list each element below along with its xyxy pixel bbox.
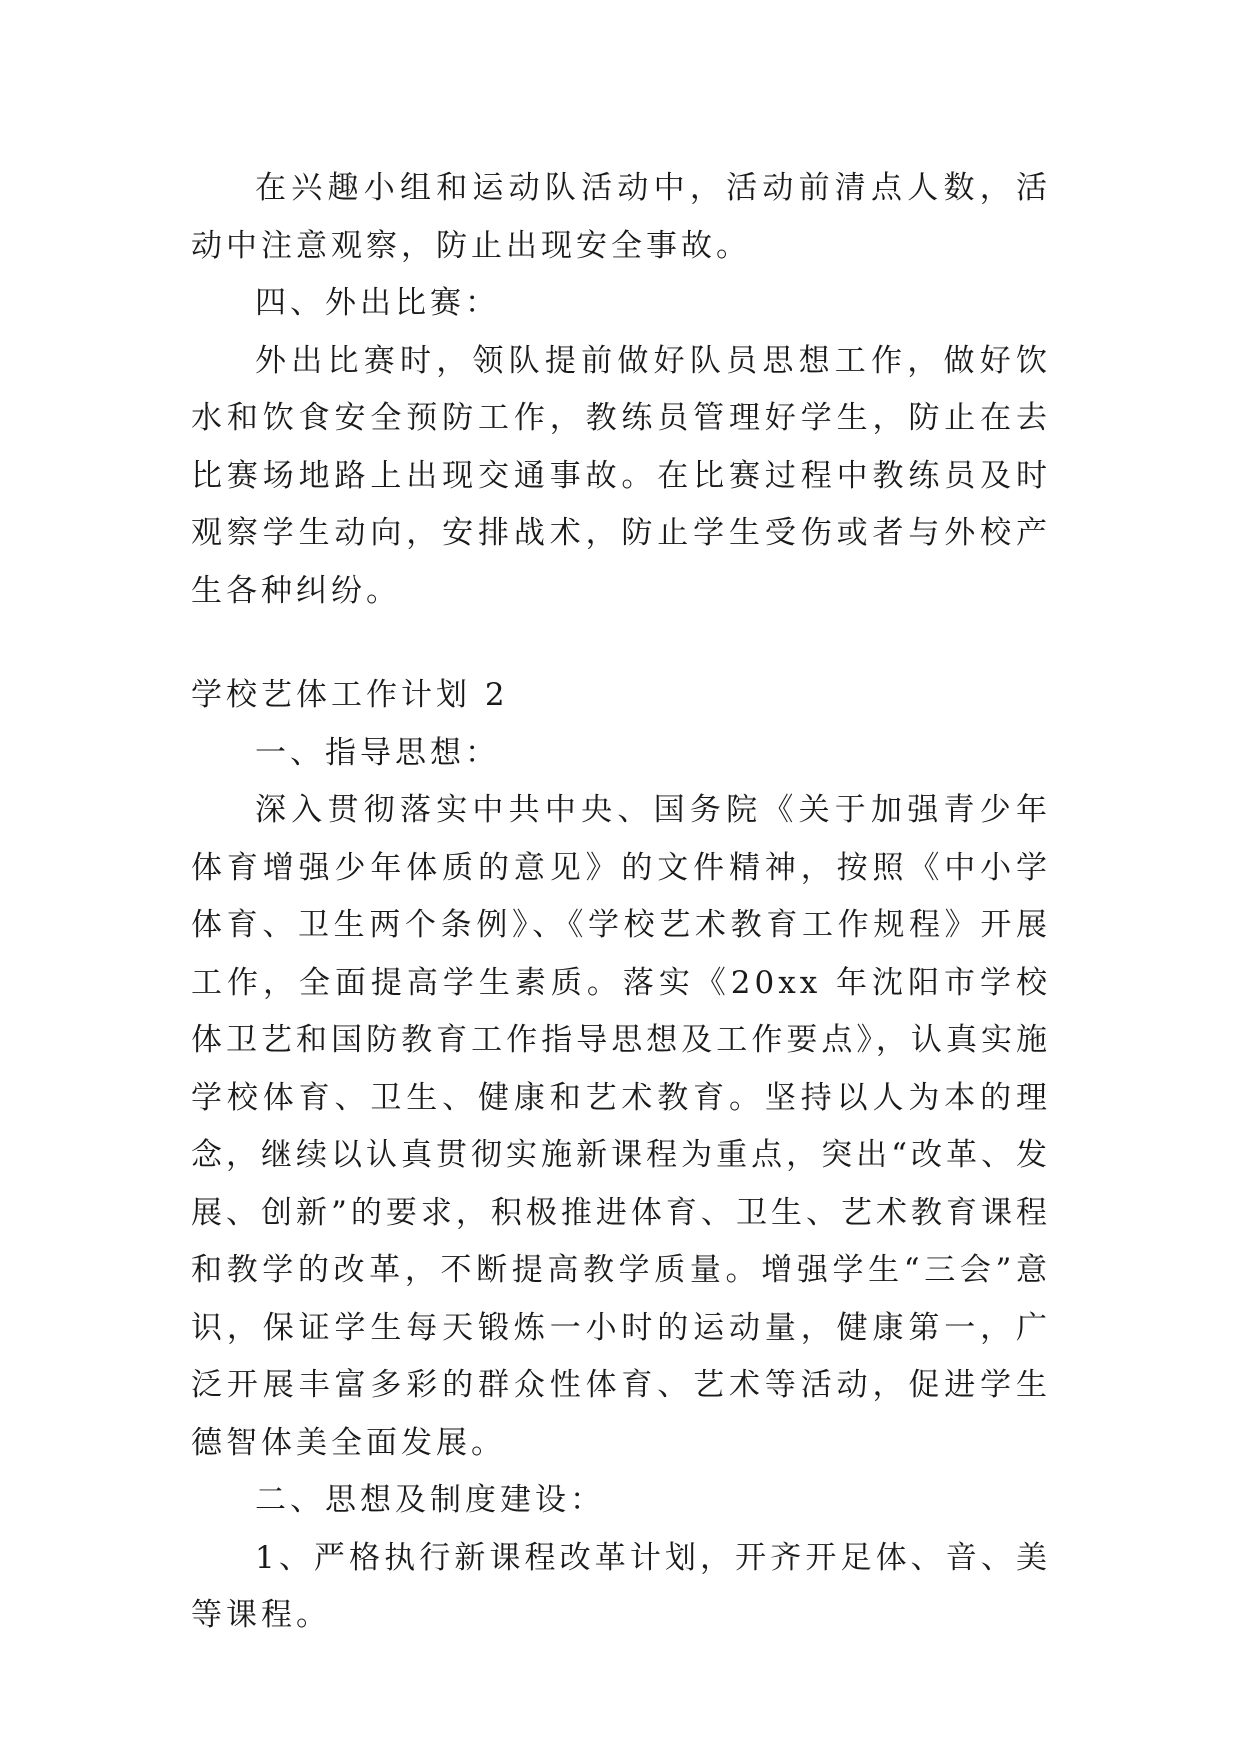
paragraph-competitions: 外出比赛时，领队提前做好队员思想工作，做好饮水和饮食安全预防工作，教练员管理好学生，防止在去比赛场地路上出现交通事故。在比赛过程中教练员及时观察学生动向，安排战术，防止学生受伤或者与外校产生各种纠纷。 — [191, 342, 1051, 609]
heading-guiding-ideology: 一、指导思想： — [255, 734, 500, 771]
paragraph-curriculum: 1、严格执行新课程改革计划，开齐开足体、音、美等课程。 — [191, 1539, 1051, 1633]
document-body — [191, 160, 1051, 1645]
paragraph-safety-activities: 在兴趣小组和运动队活动中，活动前清点人数，活动中注意观察，防止出现安全事故。 — [191, 170, 1051, 264]
heading-competitions: 四、外出比赛： — [255, 285, 500, 321]
paragraph-guiding-ideology: 深入贯彻落实中共中央、国务院《关于加强青少年体育增强少年体质的意见》的文件精神，按照《中小学体育、卫生两个条例》、《学校艺术教育工作规程》开展工作，全面提高学生素质。落实《20xx 年沈阳市学校体卫艺和国防教育工作指导思想及工作要点》，认真实施学校体育、卫生、健康和艺术教育。坚持以人为本的理念，继续以认真贯彻实施新课程为重点，突出“改革、发展、创新”的要求，积极推进体育、卫生、艺术教育课程和教学的改革，不断提高教学质量。增强学生“三会”意识，保证学生每天锻炼一小时的运动量，健康第一，广泛开展丰富多彩的群众性体育、艺术等活动，促进学生德智体美全面发展。 — [191, 792, 1051, 1461]
section-title: 学校艺体工作计划 2 — [191, 677, 509, 713]
heading-system-building: 二、思想及制度建设： — [255, 1482, 605, 1518]
